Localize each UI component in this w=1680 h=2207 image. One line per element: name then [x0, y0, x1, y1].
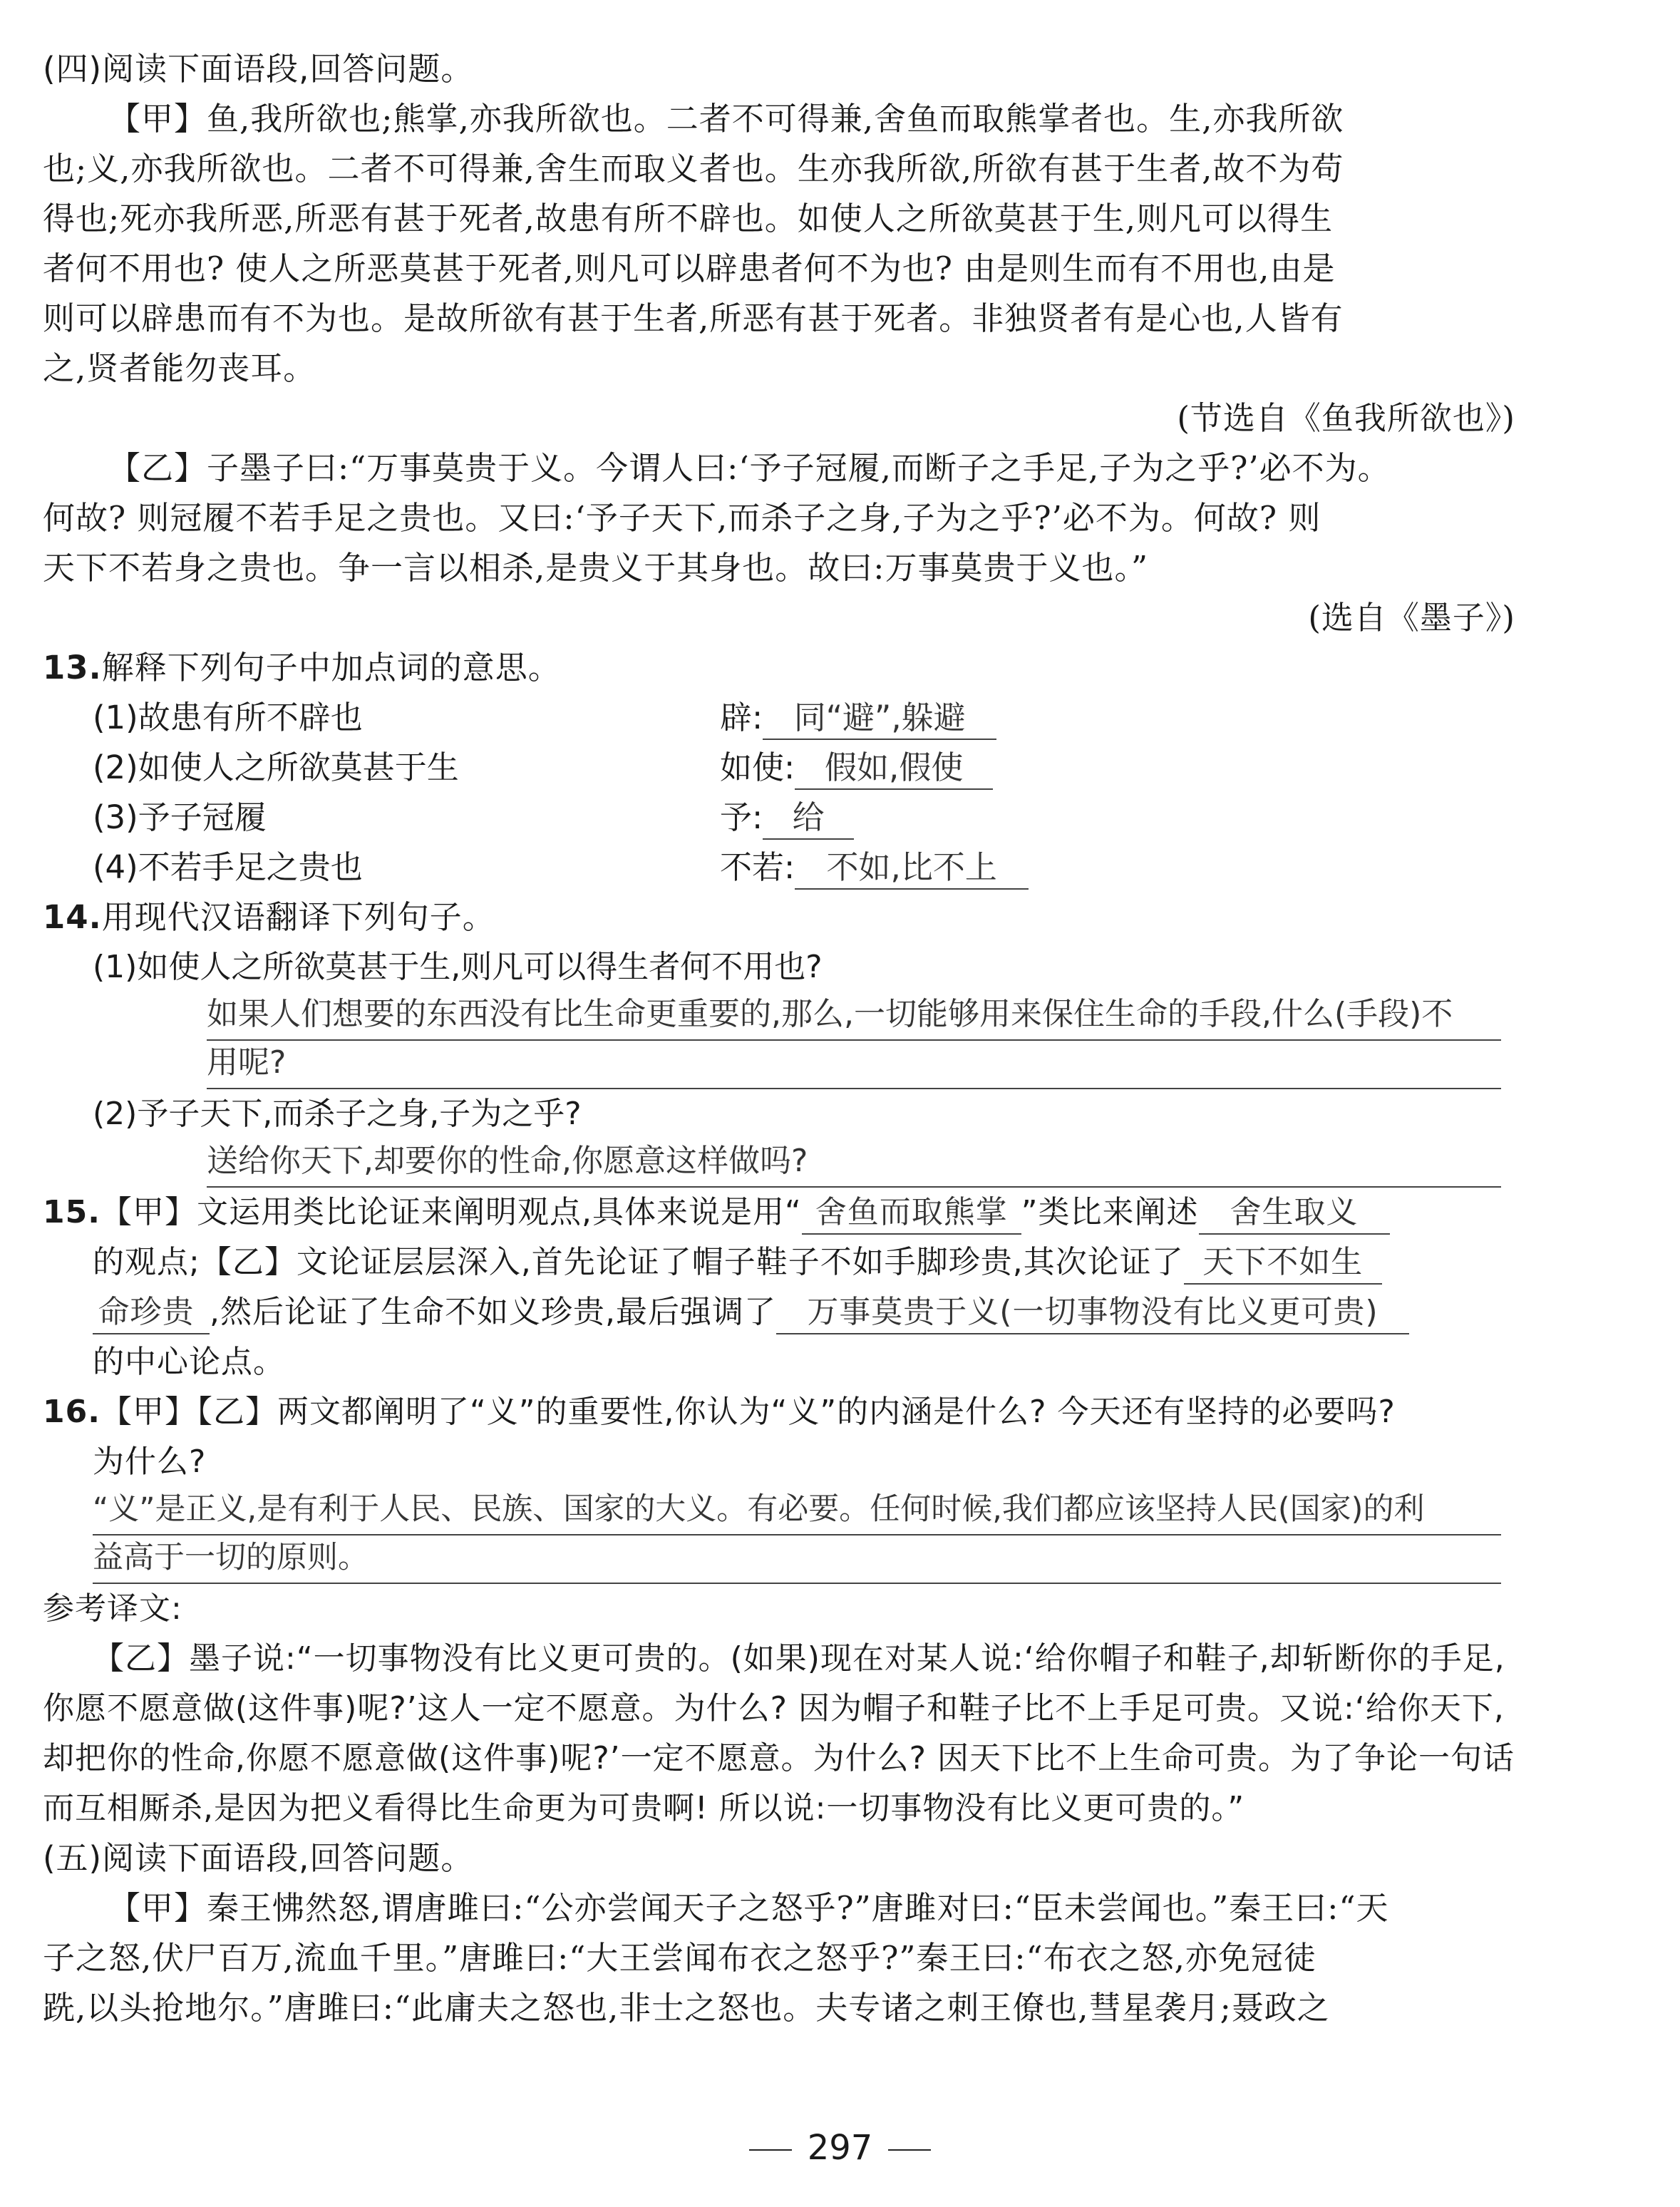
q13-answer-4: 不如,比不上: [795, 847, 1029, 890]
q14-sentence-1: (1)如使人之所欲莫甚于生,则凡可以得生者何不用也?: [93, 949, 823, 985]
q14-answer-2: 送给你天下,却要你的性命,你愿意这样做吗?: [207, 1139, 1501, 1188]
q13-label-4: 不若:: [720, 848, 795, 886]
yi-line-1: 【乙】子墨子曰:“万事莫贵于义。今谓人曰:‘予子冠履,而断子之手足,子为之乎?’必不为。: [108, 449, 1391, 487]
q13-label-3: 予:: [720, 798, 763, 836]
yi-source: (选自《墨子》): [1308, 599, 1515, 637]
jia-line-1: 【甲】鱼,我所欲也;熊掌,亦我所欲也。二者不可得兼,舍鱼而取熊掌者也。生,亦我所欲: [108, 100, 1344, 138]
reference-line-3: 却把你的性命,你愿不愿意做(这件事)呢?’一定不愿意。为什么? 因天下比不上生命可贵。为了争论一句话: [43, 1740, 1515, 1776]
section5-line-2: 子之怒,伏尸百万,流血千里。”唐雎曰:“大王尝闻布衣之怒乎?”秦王曰:“布衣之怒,亦免冠徒: [43, 1939, 1316, 1977]
q13-prompt: 解释下列句子中加点词的意思。: [101, 649, 561, 686]
section5-line-1: 【甲】秦王怫然怒,谓唐雎曰:“公亦尝闻天子之怒乎?”唐雎对曰:“臣未尝闻也。”秦王曰:“天: [108, 1889, 1389, 1927]
q13-item-2: [43, 743, 1515, 793]
footer-dash-right: [888, 2149, 931, 2151]
q14-prompt: 用现代汉语翻译下列句子。: [101, 898, 495, 936]
q13-sentence-4: (4)不若手足之贵也: [93, 848, 363, 886]
jia-line-4: 者何不用也? 使人之所恶莫甚于死者,则凡可以辟患者何不为也? 由是则生而有不用也,由是: [43, 249, 1336, 287]
q16-answer-line-2: 益高于一切的原则。: [93, 1535, 1501, 1584]
page-footer: [0, 2128, 1680, 2168]
page: [43, 44, 1515, 2033]
q15-line-3: [43, 1287, 1515, 1337]
q13-prompt-line: [43, 643, 1515, 693]
q15-blank-3a: 天下不如生: [1184, 1242, 1382, 1285]
yi-line-3: 天下不若身之贵也。争一言以相杀,是贵义于其身也。故曰:万事莫贵于义也。”: [43, 549, 1148, 587]
section4-heading: (四)阅读下面语段,回答问题。: [43, 50, 474, 88]
jia-line-6: 之,贤者能勿丧耳。: [43, 349, 316, 387]
q13-answer-2: 假如,假使: [795, 747, 993, 790]
footer-dash-left: [749, 2149, 792, 2151]
reference-line-2: 你愿不愿意做(这件事)呢?’这人一定不愿意。为什么? 因为帽子和鞋子比不上手足可贵。又说:‘给你天下,: [43, 1690, 1505, 1727]
q16-line-1: [43, 1387, 1515, 1437]
q14-prompt-line: [43, 892, 1515, 942]
q15-text-4: ,然后论证了生命不如义珍贵,最后强调了: [210, 1294, 776, 1330]
q16-answer-line-1: “义”是正义,是有利于人民、民族、国家的大义。有必要。任何时候,我们都应该坚持人民(国家)的利: [93, 1487, 1501, 1535]
jia-line-3: 得也;死亦我所恶,所恶有甚于死者,故患有所不辟也。如使人之所欲莫甚于生,则凡可以得生: [43, 200, 1334, 237]
q16-number: 16.: [43, 1394, 101, 1430]
q13-item-1: [43, 693, 1515, 743]
q15-blank-3b: 命珍贵: [93, 1292, 210, 1334]
q15-blank-1: 舍鱼而取熊掌: [802, 1192, 1021, 1235]
q15-line-2: [43, 1238, 1515, 1287]
q14-answer-1-line-1: 如果人们想要的东西没有比生命更重要的,那么,一切能够用来保住生命的手段,什么(手段)不: [207, 992, 1501, 1041]
q13-number: 13.: [43, 649, 102, 686]
q15-blank-2: 舍生取义: [1199, 1192, 1390, 1235]
jia-line-2: 也;义,亦我所欲也。二者不可得兼,舍生而取义者也。生亦我所欲,所欲有甚于生者,故不为苟: [43, 150, 1344, 187]
yi-line-2: 何故? 则冠履不若手足之贵也。又曰:‘予子天下,而杀子之身,子为之乎?’必不为。何故? 则: [43, 499, 1321, 537]
q15-text-5: 的中心论点。: [93, 1344, 285, 1380]
jia-source: (节选自《鱼我所欲也》): [1177, 399, 1515, 437]
reference-line-1: 【乙】墨子说:“一切事物没有比义更可贵的。(如果)现在对某人说:‘给你帽子和鞋子,却斩断你的手足,: [93, 1640, 1505, 1677]
q16-text-2: 为什么?: [93, 1444, 207, 1480]
q15-blank-4: 万事莫贵于义(一切事物没有比义更可贵): [776, 1292, 1409, 1334]
q14-sentence-2: (2)予子天下,而杀子之身,子为之乎?: [93, 1096, 582, 1132]
reference-line-4: 而互相厮杀,是因为把义看得比生命更为可贵啊! 所以说:一切事物没有比义更可贵的。”: [43, 1790, 1245, 1826]
q14-answer-1-line-2: 用呢?: [207, 1041, 1501, 1089]
q13-item-3: [43, 793, 1515, 843]
jia-line-5: 则可以辟患而有不为也。是故所欲有甚于生者,所恶有甚于死者。非独贤者有是心也,人皆有: [43, 299, 1344, 337]
q13-sentence-3: (3)予子冠履: [93, 798, 267, 836]
q13-label-2: 如使:: [720, 748, 795, 786]
section5-heading: (五)阅读下面语段,回答问题。: [43, 1839, 474, 1877]
q15-number: 15.: [43, 1194, 101, 1230]
q15-text-2: ”类比来阐述: [1021, 1194, 1199, 1230]
q13-label-1: 辟:: [720, 699, 763, 736]
q13-answer-1: 同“避”,躲避: [763, 697, 996, 740]
section5-line-3: 跣,以头抢地尔。”唐雎曰:“此庸夫之怒也,非士之怒也。夫专诸之刺王僚也,彗星袭月;聂政之: [43, 1989, 1330, 2027]
q13-sentence-2: (2)如使人之所欲莫甚于生: [93, 748, 459, 786]
q16-text-1: 【甲】【乙】两文都阐明了“义”的重要性,你认为“义”的内涵是什么? 今天还有坚持的必要吗?: [100, 1394, 1396, 1430]
q13-answer-3: 给: [763, 797, 854, 840]
page-number: 297: [807, 2128, 873, 2168]
q13-item-4: [43, 843, 1515, 892]
q15-text-3: 的观点;【乙】文论证层层深入,首先论证了帽子鞋子不如手脚珍贵,其次论证了: [93, 1244, 1184, 1280]
q15-text-1: 【甲】文运用类比论证来阐明观点,具体来说是用“: [100, 1194, 802, 1230]
q15-line-1: [43, 1188, 1515, 1238]
reference-title: 参考译文:: [43, 1590, 182, 1627]
q13-sentence-1: (1)故患有所不辟也: [93, 699, 363, 736]
q14-number: 14.: [43, 898, 102, 936]
